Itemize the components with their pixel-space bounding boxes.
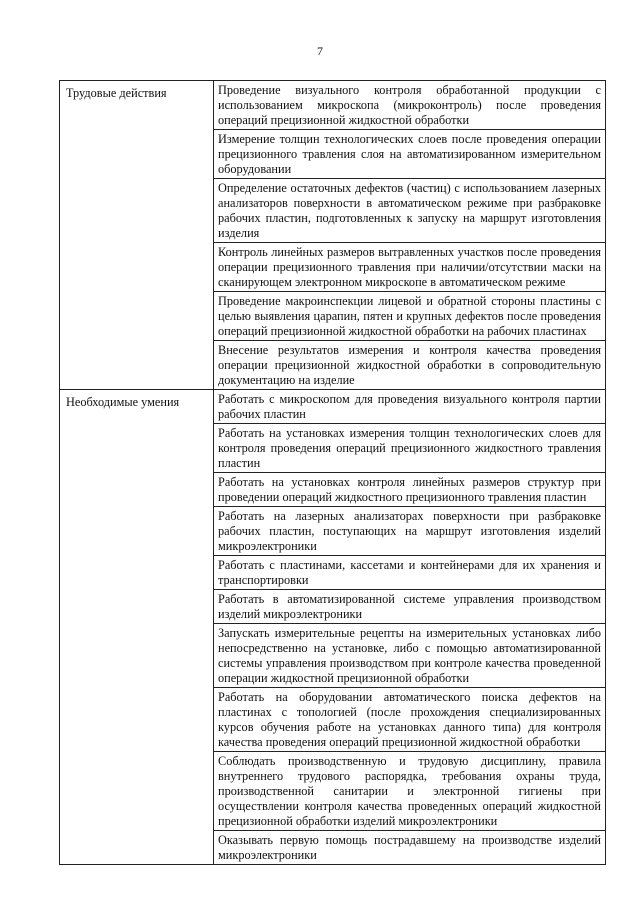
- table-cell: Определение остаточных дефектов (частиц) с использованием лазерных анализаторов поверхности в автоматическом режиме при разбраковке рабочих пластин, подготовленных к запуску на маршрут изготовления изделия: [214, 179, 606, 243]
- table-cell: Внесение результатов измерения и контроля качества проведения операции прецизионной жидкостной обработки в сопроводительную документацию на изделие: [214, 341, 606, 390]
- table-cell: Оказывать первую помощь пострадавшему на производстве изделий микроэлектроники: [214, 831, 606, 865]
- page-number: 7: [317, 44, 323, 58]
- qualification-table: [59, 80, 606, 865]
- table-cell: Работать на лазерных анализаторах поверхности при разбраковке рабочих пластин, поступающих на маршрут изготовления изделий микроэлектроники: [214, 507, 606, 556]
- table-cell: Работать на оборудовании автоматического поиска дефектов на пластинах с топологией (после прохождения специализированных курсов обучения работе на установках данного типа) для контроля качества проведения операций прецизионной жидкостной обработки: [214, 688, 606, 752]
- table-cell: Работать в автоматизированной системе управления производством изделий микроэлектроники: [214, 590, 606, 624]
- table-cell: Измерение толщин технологических слоев после проведения операции прецизионного травления слоя на автоматизированном измерительном оборудовании: [214, 130, 606, 179]
- table-cell: Проведение макроинспекции лицевой и обратной стороны пластины с целью выявления царапин, пятен и крупных дефектов после проведения операций прецизионной жидкостной обработки на рабочих пластинах: [214, 292, 606, 341]
- table-cell: Соблюдать производственную и трудовую дисциплину, правила внутреннего трудового распорядка, требования охраны труда, производственной санитарии и электронной гигиены при осуществлении контроля качества проведенных операций жидкостной прецизионной обработки изделий микроэлектроники: [214, 752, 606, 831]
- table-cell: Контроль линейных размеров вытравленных участков после проведения операции прецизионного травления при наличии/отсутствии маски на сканирующем электронном микроскопе в автоматическом режиме: [214, 243, 606, 292]
- table-cell: Работать на установках измерения толщин технологических слоев для контроля проведения операций прецизионного жидкостного травления пластин: [214, 424, 606, 473]
- table-cell: Работать с пластинами, кассетами и контейнерами для их хранения и транспортировки: [214, 556, 606, 590]
- table-cell: Запускать измерительные рецепты на измерительных установках либо непосредственно на установке, либо с помощью автоматизированной системы управления производством при контроле качества проведенной операции жидкостной прецизионной обработки: [214, 624, 606, 688]
- table-cell: Работать с микроскопом для проведения визуального контроля партии рабочих пластин: [214, 390, 606, 424]
- table-cell: Проведение визуального контроля обработанной продукции с использованием микроскопа (микроконтроль) после проведения операций прецизионной жидкостной обработки: [214, 81, 606, 130]
- table-cell: Работать на установках контроля линейных размеров структур при проведении операций жидкостного прецизионного травления пластин: [214, 473, 606, 507]
- section-label: Трудовые действия: [60, 81, 214, 390]
- table-row: [60, 390, 606, 424]
- table-row: [60, 81, 606, 130]
- section-label: Необходимые умения: [60, 390, 214, 865]
